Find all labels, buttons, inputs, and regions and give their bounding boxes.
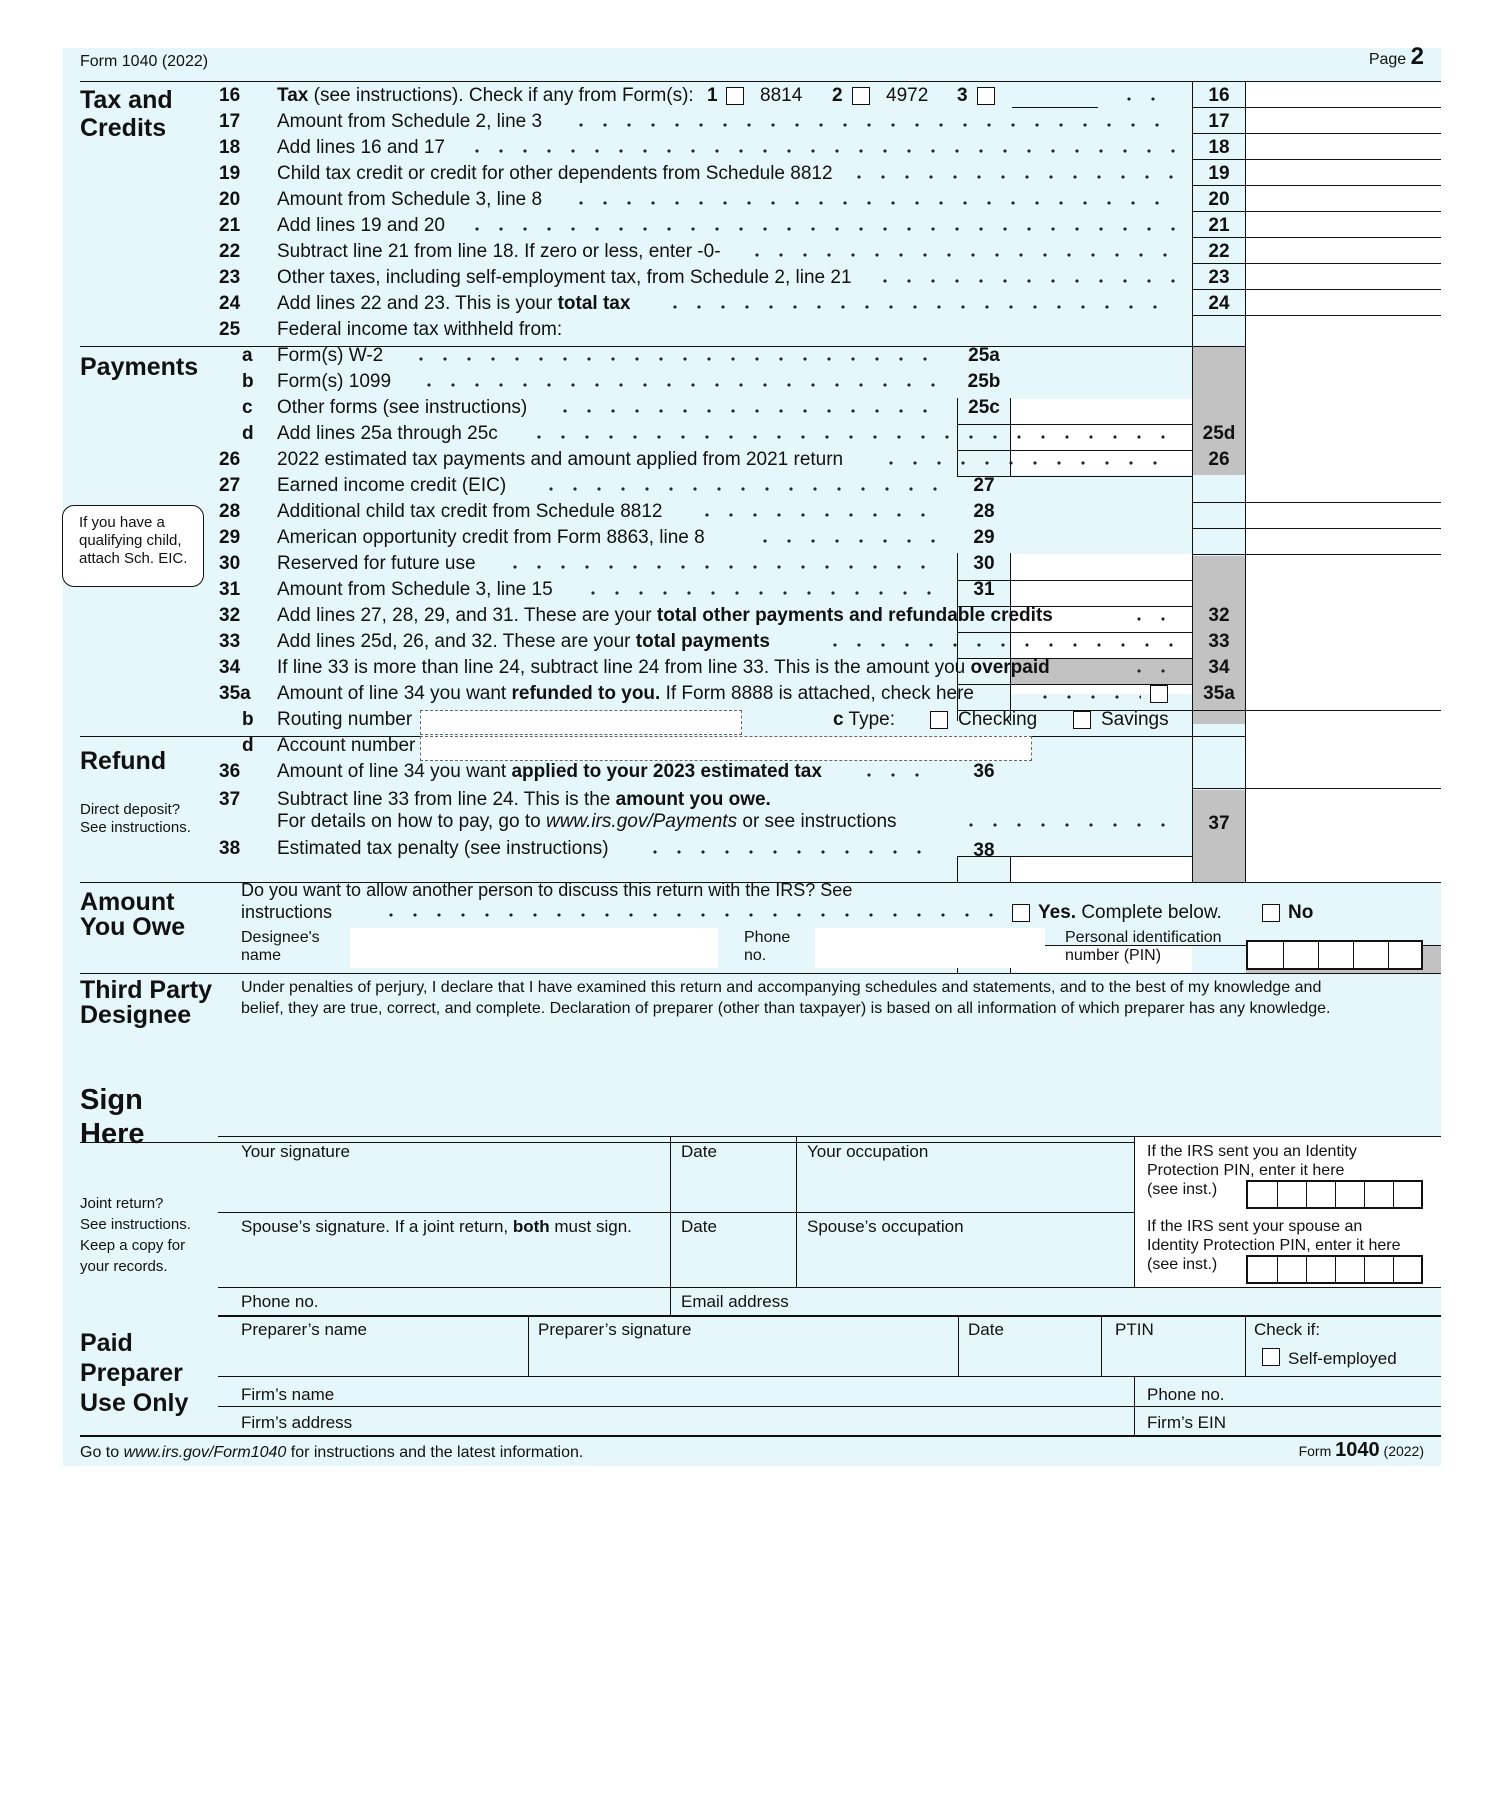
line-32-text xyxy=(277,605,1053,627)
section-refund: Refund xyxy=(80,747,167,775)
page-indicator xyxy=(1368,43,1424,71)
ptin-label[interactable]: PTIN xyxy=(1115,1320,1154,1339)
row-rule xyxy=(1192,133,1441,134)
line-30-number: 30 xyxy=(219,553,241,574)
row-rule xyxy=(1192,528,1441,529)
line-37-desc-2b: or see instructions xyxy=(737,811,897,832)
line-37-desc-2a: For details on how to pay, go to xyxy=(277,811,546,832)
check-if-label: Check if: xyxy=(1254,1320,1321,1339)
row-rule xyxy=(1192,237,1441,238)
line-24-bold: total tax xyxy=(557,293,631,314)
leader-dots xyxy=(1117,93,1175,105)
note-joint-return: Joint return? See instructions. Keep a copy for your records. xyxy=(80,1195,191,1275)
line-26-number: 26 xyxy=(219,449,241,470)
line-34-text xyxy=(277,657,1050,679)
line-37-bold: amount you owe. xyxy=(615,789,771,810)
email-address-label[interactable]: Email address xyxy=(681,1292,789,1311)
line-21-number: 21 xyxy=(219,215,241,236)
code-19: 19 xyxy=(1208,163,1230,184)
prep-rule xyxy=(218,1376,1441,1377)
yes-bold: Yes. xyxy=(1038,902,1077,923)
line-22-number: 22 xyxy=(219,241,241,262)
firm-address-label[interactable]: Firm’s address xyxy=(241,1413,353,1432)
line-18-text: Add lines 16 and 17 xyxy=(277,137,445,158)
line-36-number: 36 xyxy=(219,761,241,782)
note-eic: If you have a qualifying child, attach Sch. EIC. xyxy=(62,505,204,587)
form-box-2-label: 2 xyxy=(832,85,843,106)
leader-dots xyxy=(873,275,1175,287)
line-22-text: Subtract line 21 from line 18. If zero or less, enter -0- xyxy=(277,241,721,262)
code-23: 23 xyxy=(1208,267,1230,288)
code-25a: 25a xyxy=(968,345,1000,366)
line-25a-letter: a xyxy=(242,345,253,366)
amount-column xyxy=(1246,82,1441,882)
line-27-text: Earned income credit (EIC) xyxy=(277,475,507,496)
line-34-number: 34 xyxy=(219,657,241,678)
line-25d-text: Add lines 25a through 25c xyxy=(277,423,498,444)
line-35d-text: Account number xyxy=(277,735,416,756)
rule-top xyxy=(80,81,1441,82)
line-23-text: Other taxes, including self-employment tax, from Schedule 2, line 21 xyxy=(277,267,852,288)
line-37-text-2 xyxy=(277,811,897,833)
line-20-text: Amount from Schedule 3, line 8 xyxy=(277,189,543,210)
line-33-bold: total payments xyxy=(635,631,770,652)
page-label: Page xyxy=(1368,51,1407,68)
line-35a-text xyxy=(277,683,974,705)
form-4972-label: 4972 xyxy=(886,85,929,106)
footer-form-word: Form xyxy=(1298,1443,1336,1459)
leader-dots xyxy=(581,587,939,599)
leader-dots xyxy=(959,819,1175,831)
leader-dots xyxy=(1127,665,1175,677)
code-27: 27 xyxy=(973,475,995,496)
code-34: 34 xyxy=(1208,657,1230,678)
sign-col xyxy=(670,1137,671,1316)
line-24-text xyxy=(277,293,630,315)
row-rule xyxy=(1192,211,1441,212)
spouse-date-label[interactable]: Date xyxy=(681,1217,717,1236)
line-17-text: Amount from Schedule 2, line 3 xyxy=(277,111,543,132)
rule-sign xyxy=(80,973,1441,974)
section-third-party-designee: Third Party Designee xyxy=(80,976,212,1029)
section-sign-here: Sign Here xyxy=(80,1084,145,1150)
perjury-statement: Under penalties of perjury, I declare that I have examined this return and accompanying schedules and statements, and to the best of my knowledge and belief, they are true, correct, and complete. Declaration of preparer (other than taxpayer) is based on all information of which preparer has any knowledge. xyxy=(241,979,1331,1017)
your-occupation-label[interactable]: Your occupation xyxy=(807,1142,929,1161)
routing-number-input[interactable] xyxy=(420,710,742,735)
leader-dots xyxy=(527,431,1175,443)
preparer-signature-label[interactable]: Preparer’s signature xyxy=(538,1320,692,1339)
leader-dots xyxy=(879,457,1175,469)
ip-pin-input[interactable] xyxy=(1246,1180,1423,1209)
checkbox-designee-no[interactable] xyxy=(1262,904,1280,922)
sign-col xyxy=(796,1137,797,1287)
line-24-desc: Add lines 22 and 23. This is your xyxy=(277,293,558,314)
row-rule xyxy=(1192,289,1441,290)
leader-dots xyxy=(553,405,939,417)
code-25d: 25d xyxy=(1202,423,1236,444)
line-35a-bold: refunded to you. xyxy=(511,683,661,704)
row-rule xyxy=(1192,107,1441,108)
checkbox-checking[interactable] xyxy=(930,711,948,729)
note-direct-deposit: Direct deposit? See instructions. xyxy=(80,801,191,836)
line-27-number: 27 xyxy=(219,475,241,496)
leader-dots xyxy=(465,145,1175,157)
spouse-signature-label[interactable] xyxy=(241,1217,632,1236)
row-rule xyxy=(1192,315,1441,316)
designee-question: Do you want to allow another person to discuss this return with the IRS? See xyxy=(241,880,853,900)
line-23-number: 23 xyxy=(219,267,241,288)
designee-yes-label xyxy=(1038,902,1222,924)
line-16-desc: (see instructions). Check if any from Form(s): xyxy=(308,85,694,106)
line-19-text: Child tax credit or credit for other dependents from Schedule 8812 xyxy=(277,163,833,184)
firm-name-label[interactable]: Firm’s name xyxy=(241,1385,335,1404)
account-type-text: Type: xyxy=(843,709,895,730)
code-24: 24 xyxy=(1208,293,1230,314)
leader-dots xyxy=(417,379,939,391)
row-rule xyxy=(1192,185,1441,186)
section-tax-credits: Tax and Credits xyxy=(80,86,173,142)
form-label: Form 1040 (2022) xyxy=(80,53,209,70)
inner-amount-36 xyxy=(1011,857,1192,882)
line-25a-text: Form(s) W-2 xyxy=(277,345,384,366)
spouse-sig-bold: both xyxy=(512,1217,550,1236)
sign-rule xyxy=(218,1315,1441,1317)
code-33: 33 xyxy=(1208,631,1230,652)
spouse-ip-pin-input[interactable] xyxy=(1246,1255,1423,1284)
code-25c: 25c xyxy=(968,397,1000,418)
checkbox-8814[interactable] xyxy=(726,87,744,105)
checkbox-designee-yes[interactable] xyxy=(1012,904,1030,922)
line-29-number: 29 xyxy=(219,527,241,548)
row-rule xyxy=(957,632,1192,633)
leader-dots xyxy=(663,301,1175,313)
page-number: 2 xyxy=(1410,43,1424,70)
line-16-text xyxy=(277,85,694,107)
checkbox-other-form[interactable] xyxy=(977,87,995,105)
code-20: 20 xyxy=(1208,189,1230,210)
checkbox-self-employed[interactable] xyxy=(1262,1348,1280,1366)
designee-pin-input[interactable] xyxy=(1246,940,1423,970)
code-30: 30 xyxy=(973,553,995,574)
leader-dots xyxy=(569,119,1175,131)
line-25b-letter: b xyxy=(242,371,254,392)
row-rule xyxy=(1192,710,1441,711)
account-type-c: c xyxy=(833,709,844,730)
leader-dots xyxy=(695,509,939,521)
leader-dots xyxy=(753,535,939,547)
leader-dots xyxy=(503,561,939,573)
line-36-bold: applied to your 2023 estimated tax xyxy=(511,761,822,782)
shade-35b-36 xyxy=(1193,790,1245,882)
yes-rest: Complete below. xyxy=(1076,902,1222,923)
account-type-label xyxy=(833,709,895,731)
line-20-number: 20 xyxy=(219,189,241,210)
code-38: 38 xyxy=(973,840,995,861)
spouse-sig-a: Spouse’s signature. If a joint return, xyxy=(241,1217,513,1236)
firm-phone-label[interactable]: Phone no. xyxy=(1147,1385,1225,1404)
spouse-sig-b: must sign. xyxy=(549,1217,632,1236)
line-35a-desc2: If Form 8888 is attached, check here xyxy=(660,683,974,704)
line-37-text xyxy=(277,789,771,811)
line-37-desc: Subtract line 33 from line 24. This is the xyxy=(277,789,616,810)
prep-col xyxy=(958,1316,959,1376)
line-18-number: 18 xyxy=(219,137,241,158)
line-37-number: 37 xyxy=(219,789,241,810)
checkbox-4972[interactable] xyxy=(852,87,870,105)
line-36-desc: Amount of line 34 you want xyxy=(277,761,512,782)
line-31-number: 31 xyxy=(219,579,241,600)
line-28-number: 28 xyxy=(219,501,241,522)
form-8814-label: 8814 xyxy=(760,85,803,106)
account-number-input[interactable] xyxy=(420,736,1032,761)
designee-no-label: No xyxy=(1288,902,1314,923)
other-form-field[interactable] xyxy=(1012,107,1098,108)
leader-dots xyxy=(1033,691,1141,703)
preparer-name-label[interactable]: Preparer’s name xyxy=(241,1320,367,1339)
section-amount-you-owe: Amount You Owe xyxy=(80,888,186,941)
line-21-text: Add lines 19 and 20 xyxy=(277,215,445,236)
line-25d-letter: d xyxy=(242,423,254,444)
prep-rule xyxy=(218,1406,1441,1407)
line-29-text: American opportunity credit from Form 8863, line 8 xyxy=(277,527,705,548)
line-25-number: 25 xyxy=(219,319,241,340)
code-22: 22 xyxy=(1208,241,1230,262)
form-box-3-label: 3 xyxy=(957,85,968,106)
footer-year: (2022) xyxy=(1379,1443,1424,1459)
preparer-date-label[interactable]: Date xyxy=(968,1320,1004,1339)
line-33-desc: Add lines 25d, 26, and 32. These are your xyxy=(277,631,636,652)
designee-question-2: instructions xyxy=(241,902,333,922)
row-rule xyxy=(1192,502,1441,503)
line-38-number: 38 xyxy=(219,838,241,859)
line-28-text: Additional child tax credit from Schedule 8812 xyxy=(277,501,663,522)
leader-dots xyxy=(409,353,939,365)
footer-go-to: Go to xyxy=(80,1444,124,1461)
designee-name-input[interactable] xyxy=(350,928,718,968)
designee-phone-input[interactable] xyxy=(815,928,1045,968)
sign-rule xyxy=(218,1287,1441,1288)
code-18: 18 xyxy=(1208,137,1230,158)
footer-rest: for instructions and the latest information. xyxy=(286,1444,584,1461)
line-34-desc: If line 33 is more than line 24, subtract line 24 from line 33. This is the amount you xyxy=(277,657,971,678)
line-34-bold: overpaid xyxy=(970,657,1050,678)
footer-form-id xyxy=(1299,1441,1424,1461)
code-28: 28 xyxy=(973,501,995,522)
prep-col xyxy=(1101,1316,1102,1376)
line-36-text xyxy=(277,761,822,783)
leader-dots xyxy=(745,249,1175,261)
designee-pin-label: Personal identification number (PIN) xyxy=(1065,929,1222,964)
line-17-number: 17 xyxy=(219,111,241,132)
code-37: 37 xyxy=(1208,813,1230,834)
leader-dots xyxy=(465,223,1175,235)
line-32-number: 32 xyxy=(219,605,241,626)
line-25b-text: Form(s) 1099 xyxy=(277,371,392,392)
firm-ein-label[interactable]: Firm’s EIN xyxy=(1147,1413,1227,1432)
section-payments: Payments xyxy=(80,353,199,381)
line-33-number: 33 xyxy=(219,631,241,652)
footer-form-num: 1040 xyxy=(1335,1439,1380,1461)
code-26: 26 xyxy=(1208,449,1230,470)
line-19-number: 19 xyxy=(219,163,241,184)
checkbox-form-8888[interactable] xyxy=(1150,685,1168,703)
spouse-occupation-label[interactable]: Spouse’s occupation xyxy=(807,1217,964,1236)
rule-bottom xyxy=(80,1435,1441,1437)
savings-label: Savings xyxy=(1101,709,1169,730)
row-rule xyxy=(1192,788,1441,789)
line-35a-number: 35a xyxy=(219,683,251,704)
code-16: 16 xyxy=(1208,85,1230,106)
line-16-tax: Tax xyxy=(277,85,309,106)
code-29: 29 xyxy=(973,527,995,548)
leader-dots xyxy=(569,197,1175,209)
line-25-text: Federal income tax withheld from: xyxy=(277,319,563,340)
ip-pin-label: If the IRS sent you an Identity Protection PIN, enter it here (see inst.) xyxy=(1147,1143,1357,1198)
line-32-bold: total other payments and refundable credits xyxy=(656,605,1053,626)
spouse-ip-pin-label: If the IRS sent your spouse an Identity Protection PIN, enter it here (see inst.) xyxy=(1147,1218,1401,1273)
code-32: 32 xyxy=(1208,605,1230,626)
row-rule xyxy=(1192,263,1441,264)
line-31-text: Amount from Schedule 3, line 15 xyxy=(277,579,553,600)
payments-url[interactable]: www.irs.gov/Payments xyxy=(545,811,738,832)
line-38-text: Estimated tax penalty (see instructions) xyxy=(277,838,609,859)
code-21: 21 xyxy=(1208,215,1230,236)
row-rule xyxy=(957,450,1192,451)
code-17: 17 xyxy=(1208,111,1230,132)
row-rule xyxy=(1192,159,1441,160)
line-35b-text: Routing number xyxy=(277,709,413,730)
code-31: 31 xyxy=(973,579,995,600)
line-26-text: 2022 estimated tax payments and amount applied from 2021 return xyxy=(277,449,844,470)
leader-dots xyxy=(823,639,1175,651)
phone-no-label[interactable]: Phone no. xyxy=(241,1292,319,1311)
leader-dots xyxy=(379,909,1029,921)
line-35d-letter: d xyxy=(242,735,254,756)
line-24-number: 24 xyxy=(219,293,241,314)
leader-dots xyxy=(847,171,1175,183)
line-25c-letter: c xyxy=(242,397,253,418)
line-25c-text: Other forms (see instructions) xyxy=(277,397,528,418)
code-36: 36 xyxy=(973,761,995,782)
line-33-text xyxy=(277,631,770,653)
line-35a-desc: Amount of line 34 you want xyxy=(277,683,512,704)
leader-dots xyxy=(539,483,939,495)
section-paid-preparer: Paid Preparer Use Only xyxy=(80,1329,189,1417)
footer-url[interactable]: www.irs.gov/Form1040 xyxy=(123,1444,287,1461)
form-box-1-label: 1 xyxy=(707,85,718,106)
prep-col xyxy=(1245,1316,1246,1376)
line-30-text: Reserved for future use xyxy=(277,553,476,574)
row-rule xyxy=(1192,554,1441,555)
line-16-number: 16 xyxy=(219,85,241,106)
line-32-desc: Add lines 27, 28, 29, and 31. These are your xyxy=(277,605,657,626)
designee-phone-label: Phone no. xyxy=(744,929,791,964)
your-signature-label[interactable]: Your signature xyxy=(241,1142,351,1161)
prep-col xyxy=(528,1316,529,1376)
leader-dots xyxy=(643,846,939,858)
self-employed-label: Self-employed xyxy=(1288,1349,1397,1368)
your-date-label[interactable]: Date xyxy=(681,1142,717,1161)
checking-label: Checking xyxy=(958,709,1038,730)
designee-name-label: Designee's name xyxy=(241,929,320,964)
leader-dots xyxy=(1127,613,1175,625)
code-25b: 25b xyxy=(967,371,1001,392)
leader-dots xyxy=(857,769,939,781)
footer-instructions xyxy=(80,1443,583,1462)
code-35a: 35a xyxy=(1203,683,1235,704)
form-1040-page-2 xyxy=(63,43,1441,1466)
line-35b-letter: b xyxy=(242,709,254,730)
row-rule xyxy=(957,424,1192,425)
checkbox-savings[interactable] xyxy=(1073,711,1091,729)
